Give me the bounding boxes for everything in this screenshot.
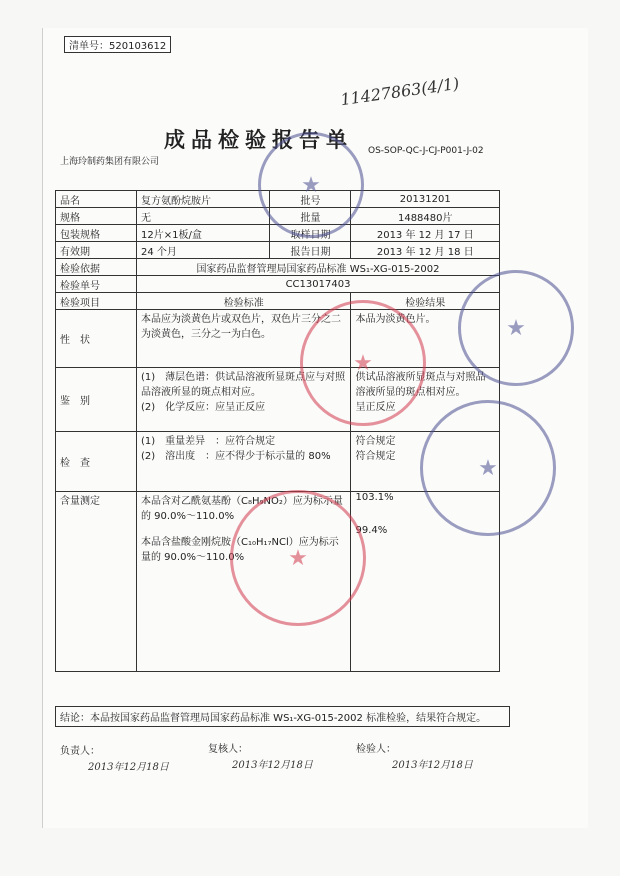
handwritten-code: 11427863(4/1) [339, 73, 461, 110]
table-row: 含量测定 本品含对乙酰氨基酚（C₈H₉NO₂）应为标示量的 90.0%～110.0% 本品含盐酸金刚烷胺（C₁₀H₁₇NCl）应为标示量的 90.0%～110.0% 103.1% 99.4% [56, 492, 500, 672]
reviewer-date: 2013年12月18日 [232, 760, 313, 771]
table-row: 检验依据 国家药品监督管理局国家药品标准 WS₁-XG-015-2002 [56, 259, 500, 276]
table-header: 检验项目 检验标准 检验结果 [56, 293, 500, 310]
table-row: 检验单号 CC13017403 [56, 276, 500, 293]
conclusion: 结论：本品按国家药品监督管理局国家药品标准 WS₁-XG-015-2002 标准检验，结果符合规定。 [55, 706, 510, 727]
quality-department-stamp: ★ [420, 400, 556, 536]
list-number: 清单号：520103612 [64, 36, 171, 53]
reviewer-label: 复核人： [208, 744, 248, 755]
inspector-label: 检验人： [356, 744, 396, 755]
table-row: 性 状 本品应为淡黄色片或双色片，双色片三分之二为淡黄色，三分之一为白色。 本品为淡黄色片。 [56, 310, 500, 368]
document-number: OS-SOP-QC-J-CJ-P001-J-02 [368, 146, 484, 156]
blue-seal-stamp: ★ [458, 270, 574, 386]
responsible-label: 负责人： [60, 746, 100, 757]
table-row: 包装规格 12片×1板/盒 取样日期 2013 年 12 月 17 日 [56, 225, 500, 242]
table-row: 检 查 (1) 重量差异 ：应符合规定 (2) 溶出度 ：应不得少于标示量的 80% 符合规定 符合规定 [56, 432, 500, 492]
table-row: 鉴 别 (1) 薄层色谱：供试品溶液所显斑点应与对照品溶液所显的斑点相对应。 (2) 化学反应：应呈正反应 供试品溶液所显斑点与对照品溶液所显的斑点相对应。 呈正反应 [56, 368, 500, 432]
inspector-date: 2013年12月18日 [392, 760, 473, 771]
table-row: 规格 无 批量 1488480片 [56, 208, 500, 225]
table-row: 品名 复方氨酚烷胺片 批号 20131201 [56, 191, 500, 208]
red-seal-stamp: ★ [230, 490, 366, 626]
red-seal-stamp: ★ [300, 300, 426, 426]
table-row: 有效期 24 个月 报告日期 2013 年 12 月 18 日 [56, 242, 500, 259]
responsible-date: 2013年12月18日 [88, 762, 169, 773]
page-title: 成品检验报告单 [164, 128, 353, 152]
company-name: 上海玲制药集团有限公司 [60, 157, 160, 167]
blue-seal-stamp: ★ [258, 132, 364, 238]
